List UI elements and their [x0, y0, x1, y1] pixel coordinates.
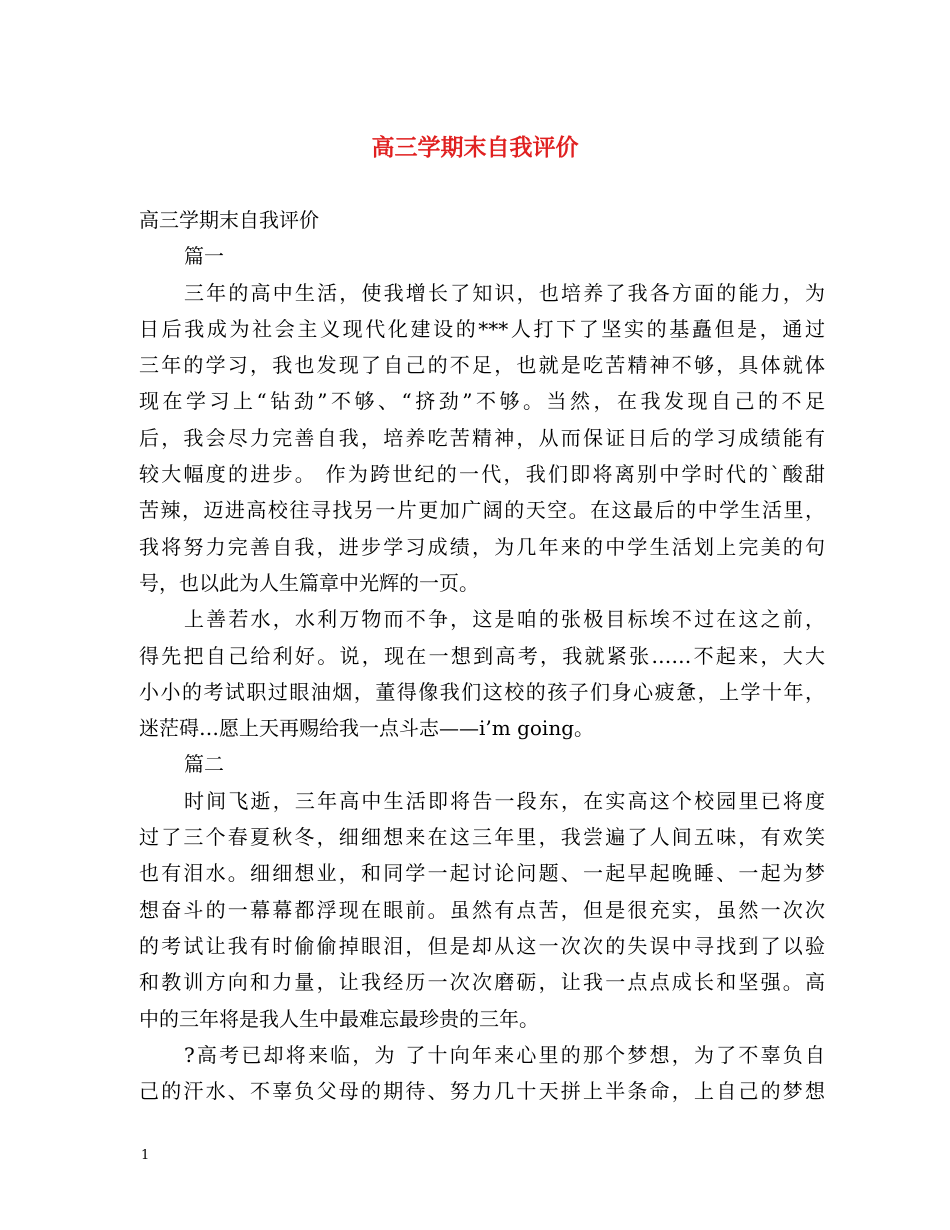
body-line: 时间飞逝，三年高中生活即将告一段东，在实高这个校园里已将度 — [184, 788, 825, 813]
body-line: ?高考已却将来临，为 了十向年来心里的那个梦想，为了不辜负自 — [184, 1042, 825, 1067]
body-line: 日后我成为社会主义现代化建设的***人打下了坚实的基矗但是，通过 — [139, 316, 825, 341]
body-line: 得先把自己给利好。说，现在一想到高考，我就紧张……不起来，大大 — [139, 643, 825, 668]
body-line: 三年的高中生活，使我增长了知识，也培养了我各方面的能力，为 — [184, 280, 825, 305]
body-line: 后，我会尽力完善自我，培养吃苦精神，从而保证日后的学习成绩能有 — [139, 425, 825, 450]
section-heading-1: 篇一 — [184, 244, 224, 269]
body-line: 想奋斗的一幕幕都浮现在眼前。虽然有点苦，但是很充实，虽然一次次 — [139, 897, 825, 922]
document-title: 高三学期末自我评价 — [371, 134, 579, 161]
body-line: 也有泪水。细细想业，和同学一起讨论问题、一起早起晚睡、一起为梦 — [139, 861, 825, 886]
body-line: 我将努力完善自我，进步学习成绩，为几年来的中学生活划上完美的句 — [139, 534, 825, 559]
body-line: 小小的考试职过眼油烟，董得像我们这校的孩子们身心疲惫，上学十年， — [139, 679, 825, 704]
body-line: 过了三个春夏秋冬，细细想来在这三年里，我尝遍了人间五味，有欢笑 — [139, 825, 825, 850]
document-body — [139, 202, 825, 1109]
body-line: 己的汗水、不辜负父母的期待、努力几十天拼上半条命，上自己的梦想 — [139, 1079, 825, 1104]
body-line: 苦辣，迈进高校往寻找另一片更加广阔的天空。在这最后的中学生活里， — [139, 498, 825, 523]
body-line: 号，也以此为人生篇章中光辉的一页。 — [139, 570, 479, 595]
body-line: 中的三年将是我人生中最难忘最珍贵的三年。 — [139, 1006, 539, 1031]
subtitle-line: 高三学期末自我评价 — [139, 208, 319, 232]
body-line: 现在学习上“钻劲”不够、“挤劲”不够。当然，在我发现自己的不足 — [139, 389, 825, 414]
body-line: 的考试让我有时偷偷掉眼泪，但是却从这一次次的失误中寻找到了以验 — [139, 933, 825, 958]
body-line: 和教训方向和力量，让我经历一次次磨砺，让我一点点成长和坚强。高 — [139, 970, 825, 995]
body-line: 上善若水，水利万物而不争，这是咱的张极目标埃不过在这之前， — [184, 607, 825, 632]
body-line: 三年的学习，我也发现了自己的不足，也就是吃苦精神不够，具体就体 — [139, 353, 825, 378]
body-line: 较大幅度的进步。 作为跨世纪的一代，我们即将离别中学时代的`酸甜 — [139, 462, 825, 487]
body-line: 迷茫碍…愿上天再赐给我一点斗志——i’m going。 — [139, 716, 594, 741]
section-heading-2: 篇二 — [184, 752, 224, 777]
page-number: 1 — [141, 1148, 150, 1163]
